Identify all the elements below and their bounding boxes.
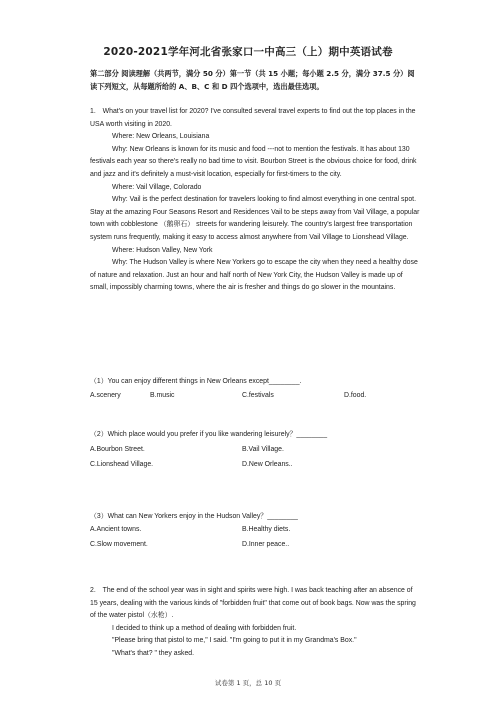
- question-1-option-d[interactable]: D.food.: [344, 392, 367, 399]
- paragraph: 2. The end of the school year was in sight and spirits were high. I was back teaching after an absence of 15 years, dealing with the various kinds of "forbidden fruit" that come out of book bags. Now was the spring of the water pistol（水枪）.: [90, 587, 416, 620]
- reading-passage-1: [90, 106, 420, 295]
- question-1-stem: （1）You can enjoy different things in New Orleans except________.: [90, 378, 302, 385]
- question-3-stem: （3）What can New Yorkers enjoy in the Hudson Valley？________: [90, 513, 298, 520]
- question-1-option-c[interactable]: C.festivals: [242, 392, 274, 399]
- paragraph: "What's that? " they asked.: [112, 649, 195, 657]
- question-2-option-c[interactable]: C.Lionshead Village.: [90, 461, 154, 468]
- question-1-option-b[interactable]: B.music: [150, 392, 175, 399]
- section-instructions: 第二部分 阅读理解（共两节，满分 50 分）第一节（共 15 小题；每小题 2.5 分，满分 37.5 分）阅读下列短文，从每题所给的 A、B、C 和 D 四个选项中，选出最佳选项。: [90, 69, 415, 91]
- paragraph: I decided to think up a method of dealing with forbidden fruit.: [112, 624, 297, 632]
- question-2-stem: （2）Which place would you prefer if you like wandering leisurely？________: [90, 431, 328, 438]
- question-3-option-c[interactable]: C.Slow movement.: [90, 541, 148, 548]
- question-2-option-d[interactable]: D.New Orleans..: [242, 461, 293, 468]
- question-2-option-b[interactable]: B.Vail Village.: [242, 446, 284, 453]
- question-3-option-b[interactable]: B.Healthy diets.: [242, 526, 291, 533]
- paragraph: Why: Vail is the perfect destination for travelers looking to find almost everything in one central spot. Stay at the amazing Four Seasons Resort and Residences Vail to be steps away from Vail Village, a popular town with cobblestone （鹅卵石） streets for wandering leisurely. The country's largest free transportation system runs frequently, making it easy to access almost anywhere from Vail Village to Lionshead Village.: [90, 196, 420, 241]
- paragraph: Where: Hudson Valley, New York: [112, 246, 213, 254]
- paragraph: Why: New Orleans is known for its music and food ---not to mention the festivals. It has about 130 festivals each year so there's really no bad time to visit. Bourbon Street is the obvious choice for food, drink and jazz and it's definitely a must-visit location, especially for first-timers to the city.: [90, 145, 417, 178]
- question-3-option-a[interactable]: A.Ancient towns.: [90, 526, 142, 533]
- question-1-option-a[interactable]: A.scenery: [90, 392, 121, 399]
- page-title: 2020-2021学年河北省张家口一中高三（上）期中英语试卷: [103, 46, 393, 58]
- question-2-option-a[interactable]: A.Bourbon Street.: [90, 446, 145, 453]
- paragraph: "Please bring that pistol to me," I said. "I'm going to put it in my Grandma's Box.": [112, 637, 357, 645]
- reading-passage-2: [90, 585, 420, 661]
- paragraph: Where: New Orleans, Louisiana: [112, 133, 210, 141]
- paragraph: 1. What's on your travel list for 2020? I've consulted several travel experts to find out the top places in the USA worth visiting in 2020.: [90, 108, 416, 128]
- page-footer: 试卷第 1 页，总 10 页: [214, 679, 282, 687]
- paragraph: Where: Vail Village, Colorado: [112, 183, 202, 191]
- question-3-option-d[interactable]: D.Inner peace..: [242, 541, 290, 548]
- paragraph: Why: The Hudson Valley is where New Yorkers go to escape the city when they need a healthy dose of nature and relaxation. Just an hour and half north of New York City, the Hudson Valley is made up of small, impossibly charming towns, where the air is fresher and things do go slower in the mountains.: [90, 259, 418, 292]
